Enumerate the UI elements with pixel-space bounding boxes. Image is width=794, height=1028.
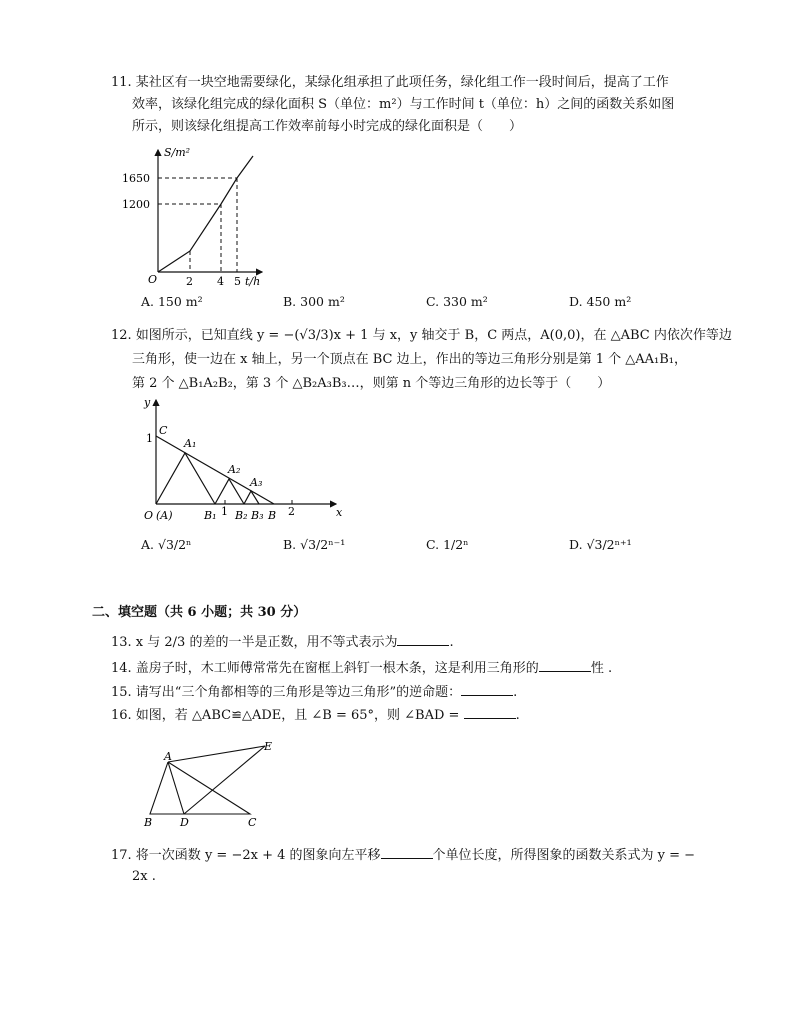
q11-origin: O — [148, 273, 158, 286]
q15-end: . — [513, 685, 518, 700]
q15-text: 15. 请写出“三个角都相等的三角形是等边三角形”的逆命题： — [111, 685, 462, 700]
q11-x-tick-4: 4 — [217, 275, 224, 288]
q17-text: 17. 将一次函数 y = −2x + 4 的图象向左平移 — [111, 848, 381, 863]
q12-y-tick-1: 1 — [146, 432, 153, 445]
q12-triangle-3 — [244, 491, 259, 504]
q17-blank[interactable] — [381, 846, 433, 859]
q11-line3: 所示，则该绿化组提高工作效率前每小时完成的绿化面积是（ ） — [132, 119, 523, 134]
q12-label-b: B — [268, 509, 277, 522]
q16-triangle-abc — [150, 762, 250, 814]
q12-line2: 三角形，使一边在 x 轴上，另一个顶点在 BC 边上，作出的等边三角形分别是第 1 个 △AA₁B₁， — [132, 352, 688, 367]
section-title: 二、填空题（共 6 小题；共 30 分） — [92, 605, 307, 620]
q12-label-b2: B₂ — [235, 509, 248, 522]
q11-x-tick-2: 2 — [186, 275, 193, 288]
q16 — [111, 706, 520, 725]
q12-triangle-2 — [215, 479, 244, 504]
q14 — [111, 659, 612, 678]
q12-origin: O — [144, 509, 154, 522]
q14-blank[interactable] — [539, 659, 591, 672]
q11-y-tick-1650: 1650 — [122, 172, 150, 185]
q11-option-a: A. 150 m² — [141, 294, 203, 309]
q13-end: . — [449, 635, 454, 650]
q13-text: 13. x 与 2/3 的差的一半是正数，用不等式表示为 — [111, 635, 398, 650]
q16-segment-ad — [168, 762, 184, 814]
q16-end: . — [515, 708, 520, 723]
q14-text: 14. 盖房子时，木工师傅常常先在窗框上斜钉一根木条，这是利用三角形的 — [111, 661, 539, 676]
q11-option-b: B. 300 m² — [283, 294, 345, 309]
q16-label-d: D — [180, 816, 189, 829]
q15-blank[interactable] — [461, 683, 513, 696]
q12-line3: 第 2 个 △B₁A₂B₂，第 3 个 △B₂A₃B₃…，则第 n 个等边三角形的边长等于（ ） — [132, 376, 611, 391]
q12-label-b3: B₃ — [251, 509, 264, 522]
q14-end: 性 . — [590, 661, 613, 676]
q11-graph-line — [158, 156, 253, 272]
q12-triangle-1 — [156, 453, 215, 504]
q17-text-2: 个单位长度，所得图象的函数关系式为 y = − — [432, 848, 696, 863]
q16-blank[interactable] — [464, 706, 516, 719]
q11-option-c: C. 330 m² — [426, 294, 488, 309]
q12-graph — [136, 394, 356, 528]
q16-label-b: B — [144, 816, 153, 829]
q11-graph — [120, 140, 280, 290]
q12-label-a1: A₁ — [184, 437, 197, 450]
q13-blank[interactable] — [397, 633, 449, 646]
q11-option-d: D. 450 m² — [569, 294, 632, 309]
q12-x-tick-1: 1 — [221, 505, 228, 518]
q16-segment-ae — [168, 746, 265, 762]
q11-line2: 效率，该绿化组完成的绿化面积 S（单位：m²）与工作时间 t（单位：h）之间的函数关系如图 — [132, 97, 675, 112]
q12-option-d: D. √3/2ⁿ⁺¹ — [569, 537, 632, 552]
q12-option-b: B. √3/2ⁿ⁻¹ — [283, 537, 346, 552]
q16-figure — [140, 738, 280, 830]
q12-option-c: C. 1/2ⁿ — [426, 537, 469, 552]
q12-origin-alias: (A) — [156, 509, 173, 522]
q12-line1: 12. 如图所示，已知直线 y = −(√3/3)x + 1 与 x，y 轴交于 B，C 两点，A(0,0)，在 △ABC 内依次作等边 — [111, 328, 732, 343]
q16-label-a: A — [164, 750, 172, 763]
q16-label-e: E — [264, 740, 273, 753]
q11-line1: 11. 某社区有一块空地需要绿化，某绿化组承担了此项任务，绿化组工作一段时间后，提高了工作 — [111, 75, 669, 90]
q12-x-label: x — [336, 506, 343, 519]
q12-label-b1: B₁ — [204, 509, 217, 522]
q12-y-label: y — [144, 396, 151, 409]
q17-line2: 2x . — [132, 869, 156, 884]
q16-text: 16. 如图，若 △ABC≌△ADE，且 ∠B = 65°，则 ∠BAD = — [111, 708, 460, 723]
q15 — [111, 683, 517, 702]
q11-x-tick-5: 5 — [234, 275, 241, 288]
q12-label-a3: A₃ — [250, 476, 263, 489]
q12-option-a: A. √3/2ⁿ — [141, 537, 192, 552]
q12-label-c: C — [159, 424, 168, 437]
q13 — [111, 633, 454, 652]
q11-y-label: S/m² — [164, 146, 191, 159]
q17 — [111, 846, 695, 865]
q11-x-label: t/h — [245, 275, 261, 288]
q12-label-a2: A₂ — [228, 463, 241, 476]
q12-x-tick-2: 2 — [288, 505, 295, 518]
q12-line-bc — [156, 436, 274, 504]
q11-y-tick-1200: 1200 — [122, 198, 150, 211]
q16-label-c: C — [248, 816, 257, 829]
